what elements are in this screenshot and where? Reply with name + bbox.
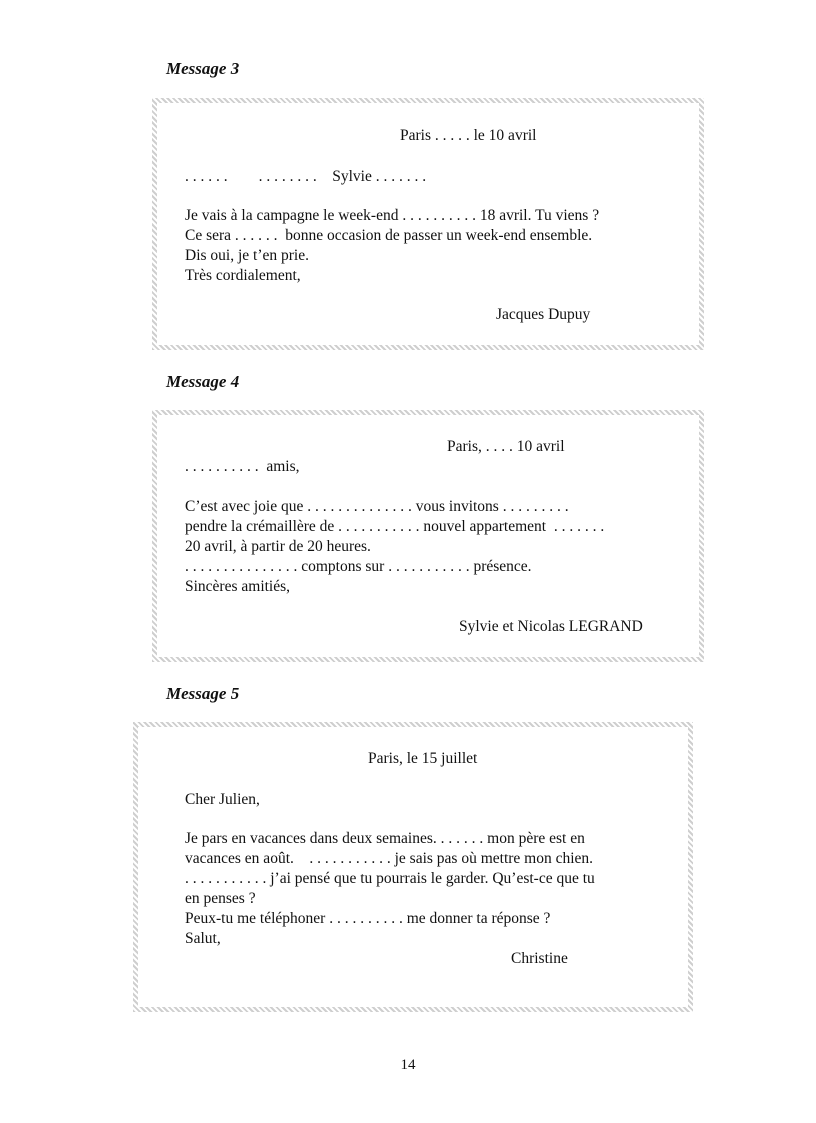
message-4-signature: Sylvie et Nicolas LEGRAND: [459, 618, 643, 635]
message-3-salutation: . . . . . . . . . . . . . . Sylvie . . . . . . .: [185, 168, 427, 185]
message-4-heading: Message 4: [166, 372, 240, 391]
message-5-body-line-4: en penses ?: [185, 890, 256, 907]
message-3-body-line-4: Très cordialement,: [185, 267, 301, 284]
message-4-date: Paris, . . . . 10 avril: [447, 438, 565, 455]
message-5-body-line-1: Je pars en vacances dans deux semaines. . . . . . . mon père est en: [185, 830, 585, 847]
message-5-body-line-3: . . . . . . . . . . . j’ai pensé que tu pourrais le garder. Qu’est-ce que tu: [185, 870, 595, 887]
message-3-heading: Message 3: [166, 59, 240, 78]
message-5-salutation: Cher Julien,: [185, 791, 260, 808]
message-5-body-line-2: vacances en août. . . . . . . . . . . . je sais pas où mettre mon chien.: [185, 850, 594, 867]
message-5-body-line-5: Peux-tu me téléphoner . . . . . . . . . . me donner ta réponse ?: [185, 910, 551, 927]
message-3-body-line-3: Dis oui, je t’en prie.: [185, 247, 309, 264]
page-number: 14: [400, 1057, 416, 1073]
message-4-body-line-4: . . . . . . . . . . . . . . . comptons sur . . . . . . . . . . . présence.: [185, 558, 532, 575]
message-3-signature: Jacques Dupuy: [496, 306, 591, 323]
message-5-body-line-6: Salut,: [185, 930, 221, 947]
message-3-body-line-2: Ce sera . . . . . . bonne occasion de passer un week-end ensemble.: [185, 227, 593, 244]
message-4-salutation: . . . . . . . . . . amis,: [185, 458, 300, 475]
message-5-heading: Message 5: [166, 684, 240, 703]
message-3-body-line-1: Je vais à la campagne le week-end . . . . . . . . . . 18 avril. Tu viens ?: [185, 207, 600, 224]
message-4-body-line-5: Sincères amitiés,: [185, 578, 291, 595]
message-4-body-line-2: pendre la crémaillère de . . . . . . . . . . . nouvel appartement . . . . . . .: [185, 518, 605, 535]
message-5-date: Paris, le 15 juillet: [368, 750, 478, 767]
message-4-body-line-3: 20 avril, à partir de 20 heures.: [185, 538, 371, 555]
message-3-date: Paris . . . . . le 10 avril: [400, 127, 537, 144]
message-4-body-line-1: C’est avec joie que . . . . . . . . . . . . . . vous invitons . . . . . . . . .: [185, 498, 569, 515]
message-5-signature: Christine: [511, 950, 568, 967]
